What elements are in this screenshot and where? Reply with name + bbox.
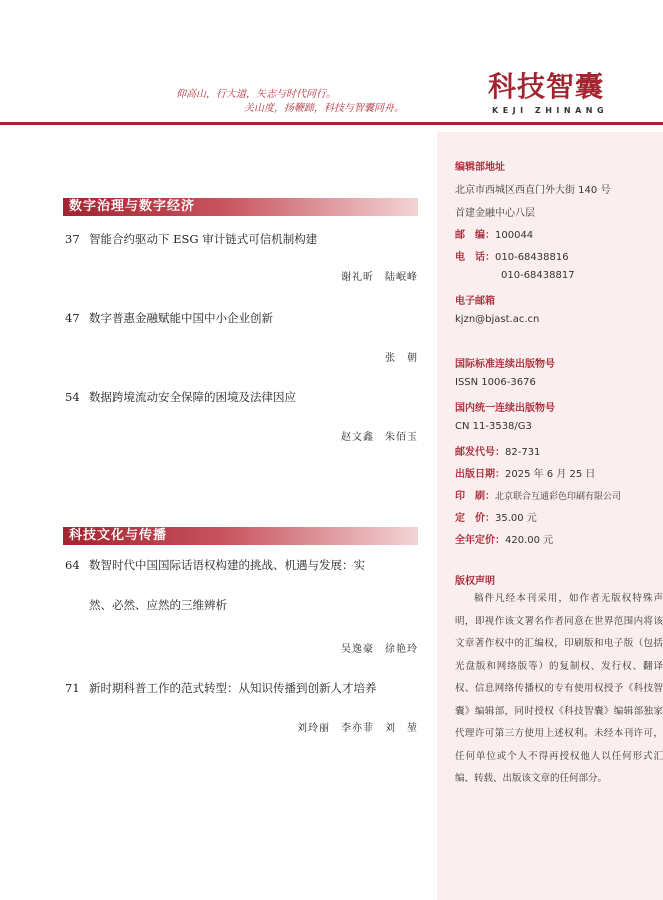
toc-authors: 赵文鑫 朱佰玉 xyxy=(341,432,418,443)
section-banner-digital-governance xyxy=(63,198,418,216)
toc-authors: 谢礼昕 陆岷峰 xyxy=(341,272,418,283)
cn-heading: 国内统一连续出版物号 xyxy=(455,403,555,414)
price-label: 定 价： xyxy=(455,513,495,524)
pubdate-label: 出版日期： xyxy=(455,469,505,480)
toc-entry[interactable] xyxy=(65,231,425,247)
annual-price-value: 420.00 元 xyxy=(505,535,554,546)
issn-value: ISSN 1006-3676 xyxy=(455,377,536,388)
toc-title: 数字普惠金融赋能中国中小企业创新 xyxy=(89,311,273,325)
postal-code-row xyxy=(455,443,540,458)
postal-code-label: 邮发代号： xyxy=(455,447,505,458)
slogan-line-2: 关山度，扬鞭蹄，科技与智囊同舟。 xyxy=(244,103,404,114)
postcode-label: 邮 编： xyxy=(455,230,495,241)
pubdate-row xyxy=(455,465,595,480)
editorial-address-heading: 编辑部地址 xyxy=(455,162,505,173)
toc-page-number: 37 xyxy=(65,232,80,246)
toc-page-number: 64 xyxy=(65,558,80,572)
toc-authors: 吴逸豪 徐艳玲 xyxy=(341,644,418,655)
toc-title: 智能合约驱动下 ESG 审计链式可信机制构建 xyxy=(89,232,318,246)
email-value[interactable]: kjzn@bjast.ac.cn xyxy=(455,314,540,325)
postcode-value: 100044 xyxy=(495,230,534,241)
phone-value-2: 010-68438817 xyxy=(501,270,575,281)
price-row xyxy=(455,509,537,524)
toc-title: 数据跨境流动安全保障的困境及法律因应 xyxy=(89,390,296,404)
toc-authors: 张 朝 xyxy=(385,353,418,364)
toc-page-number: 71 xyxy=(65,681,80,695)
header-divider xyxy=(0,122,663,125)
annual-price-label: 全年定价： xyxy=(455,535,505,546)
journal-logo-pinyin: KEJI ZHINANG xyxy=(492,106,609,115)
postal-code-value: 82-731 xyxy=(505,447,541,458)
printer-value: 北京联合互通彩色印刷有限公司 xyxy=(495,492,622,502)
phone-value-1: 010-68438816 xyxy=(495,252,569,263)
toc-entry[interactable] xyxy=(65,310,425,326)
section-title: 数字治理与数字经济 xyxy=(69,199,196,214)
section-title: 科技文化与传播 xyxy=(69,528,168,543)
toc-page-number: 54 xyxy=(65,390,80,404)
printer-row xyxy=(455,487,621,502)
phone-row xyxy=(455,248,569,263)
address-line-2: 首建金融中心八层 xyxy=(455,208,535,219)
email-heading: 电子邮箱 xyxy=(455,296,495,307)
toc-entry[interactable] xyxy=(65,557,425,573)
toc-title-line-2: 然、必然、应然的三维辨析 xyxy=(89,598,227,612)
journal-logo: 科技智囊 xyxy=(488,70,605,103)
toc-entry[interactable] xyxy=(65,389,425,405)
postcode-row xyxy=(455,226,533,241)
section-banner-culture-communication xyxy=(63,527,418,545)
toc-page-number: 47 xyxy=(65,311,80,325)
toc-title-line-1: 数智时代中国国际话语权构建的挑战、机遇与发展：实 xyxy=(89,558,365,572)
toc-title: 新时期科普工作的范式转型：从知识传播到创新人才培养 xyxy=(89,681,377,695)
phone-label: 电 话： xyxy=(455,252,495,263)
price-value: 35.00 元 xyxy=(495,513,537,524)
annual-price-row xyxy=(455,531,553,546)
copyright-text: 稿件凡经本刊采用，如作者无版权特殊声明，即视作该文署名作者同意在世界范围内将该文章著作权中的汇编权，印刷版和电子版（包括光盘版和网络版等）的复制权、发行权、翻译权、信息网络传播权的专有使用权授予《科技智囊》编辑部，同时授权《科技智囊》编辑部独家代理许可第三方使用上述权利。未经本刊许可，任何单位或个人不得再授权他人以任何形式汇编、转载、出版该文章的任何部分。 xyxy=(455,593,663,784)
toc-authors: 刘玲丽 李亦菲 刘 堃 xyxy=(297,723,418,734)
copyright-heading: 版权声明 xyxy=(455,576,495,587)
pubdate-value: 2025 年 6 月 25 日 xyxy=(505,469,596,480)
toc-entry[interactable] xyxy=(65,680,425,696)
issn-heading: 国际标准连续出版物号 xyxy=(455,359,555,370)
printer-label: 印 刷： xyxy=(455,491,495,502)
slogan-line-1: 仰高山，行大道，矢志与时代同行。 xyxy=(176,89,336,100)
cn-value: CN 11-3538/G3 xyxy=(455,421,532,432)
address-line-1: 北京市西城区西直门外大街 140 号 xyxy=(455,185,611,196)
